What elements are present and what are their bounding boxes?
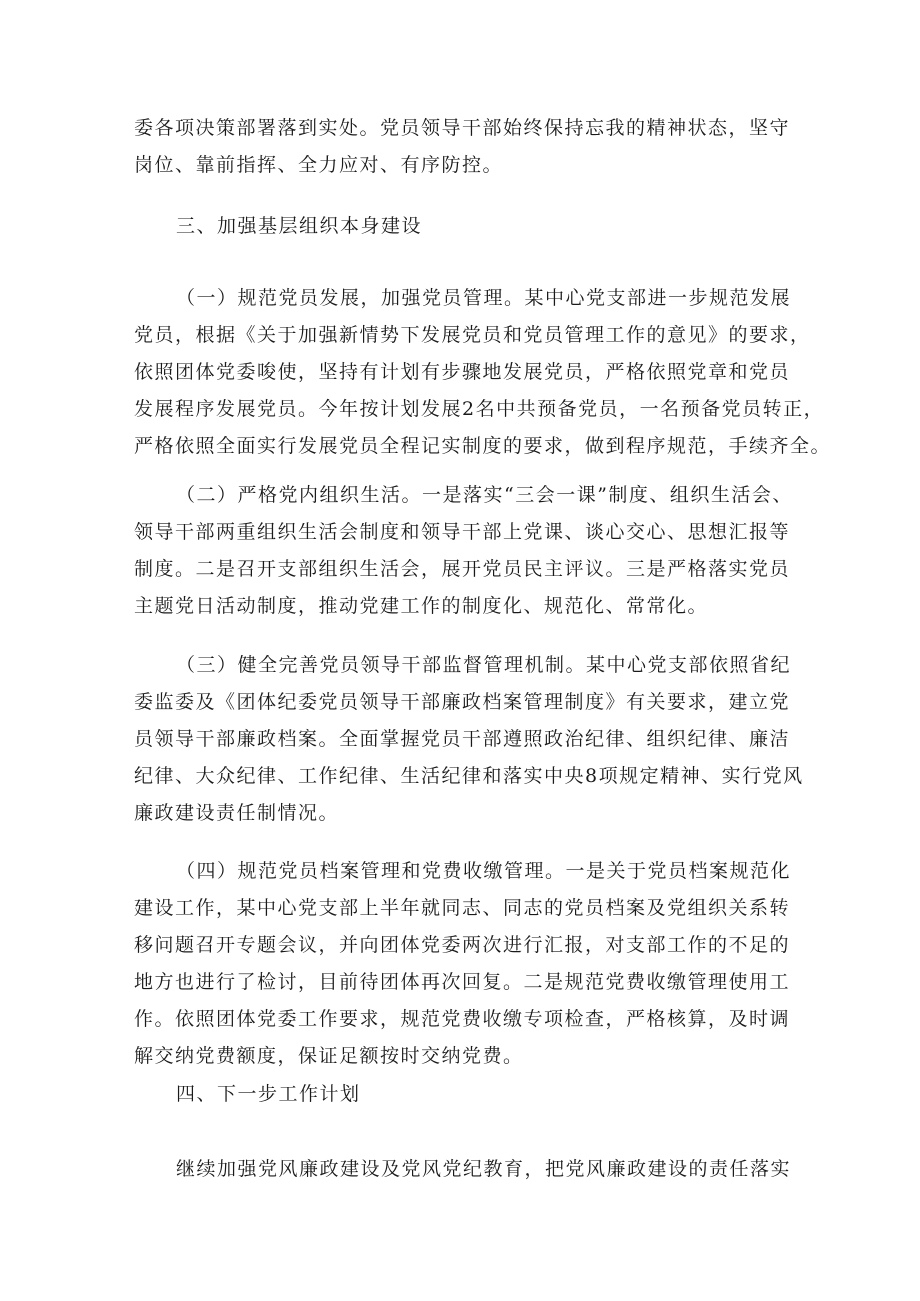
paragraph-line: 解交纳党费额度，保证足额按时交纳党费。 — [134, 1045, 524, 1067]
paragraph-line: 岗位、靠前指挥、全力应对、有序防控。 — [134, 154, 504, 176]
paragraph-line: 纪律、大众纪律、工作纪律、生活纪律和落实中央8项规定精神、实行党风 — [134, 765, 804, 787]
paragraph-line: 继续加强党风廉政建设及党风党纪教育，把党风廉政建设的责任落实 — [176, 1158, 792, 1180]
paragraph-line: （一）规范党员发展，加强党员管理。某中心党支部进一步规范发展 — [176, 287, 792, 309]
paragraph-line: 制度。二是召开支部组织生活会，展开党员民主评议。三是严格落实党员 — [134, 558, 791, 580]
paragraph-line: （二）严格党内组织生活。一是落实“三会一课”制度、组织生活会、 — [176, 484, 793, 506]
paragraph-4 — [134, 853, 794, 1075]
paragraph-line: （三）健全完善党员领导干部监督管理机制。某中心党支部依照省纪 — [176, 654, 792, 676]
paragraph-line: 党员，根据《关于加强新情势下发展党员和党员管理工作的意见》的要求， — [134, 324, 811, 346]
paragraph-line: 廉政建设责任制情况。 — [134, 802, 340, 824]
paragraph-3 — [134, 647, 804, 832]
paragraph-line: 建设工作，某中心党支部上半年就同志、同志的党员档案及党组织关系转 — [134, 897, 791, 919]
paragraph-2 — [134, 477, 794, 625]
paragraph-line: 员领导干部廉政档案。全面掌握党员干部遵照政治纪律、组织纪律、廉洁 — [134, 728, 791, 750]
paragraph-1 — [134, 280, 832, 465]
paragraph-line: 领导干部两重组织生活会制度和领导干部上党课、谈心交心、思想汇报等 — [134, 521, 791, 543]
paragraph-line: 地方也进行了检讨，目前待团体再次回复。二是规范党费收缴管理使用工 — [134, 971, 791, 993]
paragraph-line: 主题党日活动制度，推动党建工作的制度化、规范化、常常化。 — [134, 595, 709, 617]
paragraph-line: 移问题召开专题会议，并向团体党委两次进行汇报，对支部工作的不足的 — [134, 934, 791, 956]
section-heading-3: 三、加强基层组织本身建设 — [176, 215, 423, 237]
paragraph-line: 发展程序发展党员。今年按计划发展2名中共预备党员，一名预备党员转正， — [134, 398, 825, 420]
paragraph-line: 委各项决策部署落到实处。党员领导干部始终保持忘我的精神状态，坚守 — [134, 117, 791, 139]
paragraph-intro-tail — [134, 110, 794, 184]
paragraph-line: 严格依照全面实行发展党员全程记实制度的要求，做到程序规范，手续齐全。 — [134, 435, 832, 457]
paragraph-line: （四）规范党员档案管理和党费收缴管理。一是关于党员档案规范化 — [176, 860, 792, 882]
paragraph-5 — [134, 1151, 794, 1188]
paragraph-line: 作。依照团体党委工作要求，规范党费收缴专项检查，严格核算，及时调 — [134, 1008, 791, 1030]
section-heading-4: 四、下一步工作计划 — [176, 1083, 361, 1105]
paragraph-line: 依照团体党委唆使，坚持有计划有步骤地发展党员，严格依照党章和党员 — [134, 361, 791, 383]
paragraph-line: 委监委及《团体纪委党员领导干部廉政档案管理制度》有关要求，建立党 — [134, 691, 791, 713]
